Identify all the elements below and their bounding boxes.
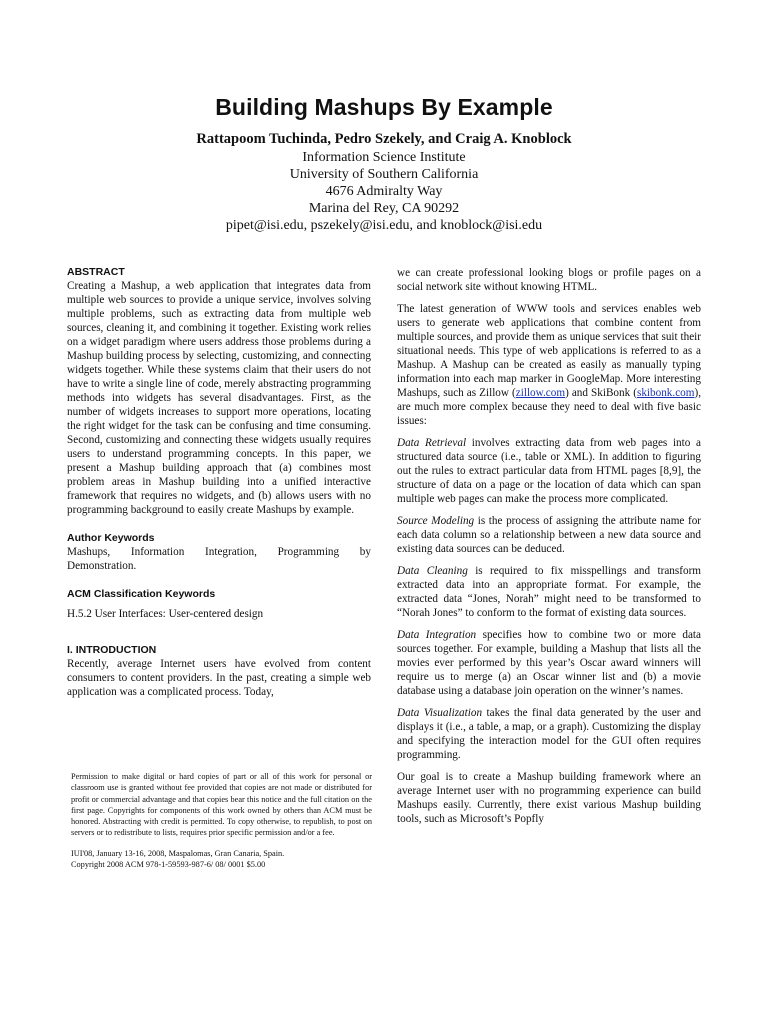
affiliation-city: Marina del Rey, CA 90292 [308, 201, 460, 216]
right-column [397, 266, 701, 826]
data-retrieval-text: involves extracting data from web pages into a structured data source (i.e., table or XML). In addition to figuring out the rules to extract particular data from HTML pages [8,9], the structure of data on a page or the location of data which can span multiple web pages can make the process more complicated. [397, 437, 701, 505]
data-visualization-paragraph [397, 706, 701, 762]
affiliation-emails: pipet@isi.edu, pszekely@isi.edu, and knoblock@isi.edu [225, 218, 543, 233]
source-modeling-text: is the process of assigning the attribute name for each data column so a relationship between a new data source and existing data sources can be deduced. [397, 515, 702, 555]
zillow-link[interactable]: zillow.com [515, 387, 566, 399]
mashup-text-b: ) and SkiBonk ( [565, 387, 637, 399]
acm-text: H.5.2 User Interfaces: User-centered design [67, 608, 264, 620]
source-modeling-paragraph [397, 514, 701, 556]
intro-text: Recently, average Internet users have evolved from content consumers to content providers. In the past, creating a simple web application was a complicated process. Today, [67, 658, 371, 698]
mashup-paragraph [397, 302, 701, 428]
data-retrieval-term: Data Retrieval [397, 437, 467, 449]
permission-block [71, 771, 372, 870]
skibonk-link[interactable]: skibonk.com [636, 387, 695, 399]
intro-heading: I. INTRODUCTION [67, 644, 157, 656]
abstract-text: Creating a Mashup, a web application that integrates data from multiple web sources to provide a unique service, involves solving multiple problems, such as extracting data from multiple web sources, cleaning it, and combining it together. Existing work relies on a widget paradigm where users address those problems during a Mashup building process by selecting, customizing, and connecting widgets together. While these systems claim that their users do not have to write a single line of code, merely abstracting programming methods into widgets has several disadvantages. First, as the number of widgets increases to support more operations, locating the right widget for the task can be confusing and time consuming. Second, customizing and connecting these widgets usually requires users to understand programming concepts. In this paper, we present a Mashup building approach that (a) combines most problem areas in Mashup building into a unified interactive framework that requires no widgets, and (b) allows users with no programming background to easily create Mashups by example. [67, 280, 371, 516]
conference-info: IUI'08, January 13-16, 2008, Maspalomas, Gran Canaria, Spain. [71, 848, 285, 858]
paper-title: Building Mashups By Example [215, 94, 553, 120]
affiliation-university: University of Southern California [289, 167, 479, 182]
abstract-heading: ABSTRACT [67, 266, 125, 278]
mashup-text-c: ), are much more complex because they need to deal with five basic issues: [397, 387, 701, 427]
left-column [67, 265, 371, 699]
data-integration-paragraph [397, 628, 701, 698]
author-keywords-heading: Author Keywords [67, 532, 155, 544]
affiliation-street: 4676 Admiralty Way [325, 184, 443, 199]
mashup-text-a: The latest generation of WWW tools and services enables web users to generate web applications that combine content from multiple sources, and provide them as unique services that suit their situational needs. This type of web applications is referred to as a Mashup. A Mashup can be created as easily as manually typing information into each map marker in GoogleMap. More interesting Mashups, such as Zillow ( [397, 303, 701, 399]
intro-continued: we can create professional looking blogs or profile pages on a social network site without knowing HTML. [397, 267, 701, 293]
source-modeling-term: Source Modeling [397, 515, 475, 527]
acm-heading: ACM Classification Keywords [67, 588, 216, 600]
affiliation-institute: Information Science Institute [302, 150, 466, 165]
data-cleaning-text: is required to fix misspellings and transform extracted data into an appropriate format. For example, the extracted data “Jones, Norah” might need to be transformed to “Norah Jones” to conform to the format of existing data sources. [397, 565, 701, 619]
copyright-info: Copyright 2008 ACM 978-1-59593-987-6/ 08/ 0001 $5.00 [71, 860, 266, 870]
data-cleaning-paragraph [397, 564, 701, 620]
author-keywords-text: Mashups, Information Integration, Programming by Demonstration. [67, 546, 371, 572]
paper-authors: Rattapoom Tuchinda, Pedro Szekely, and Craig A. Knoblock [196, 131, 572, 147]
data-integration-text: specifies how to combine two or more data sources together. For example, building a Mashup that lists all the movies ever performed by this year’s Oscar award winners will require us to merge (a) an Oscar winner list and (b) a movie database using a database join operation on the winner’s names. [397, 629, 701, 697]
data-visualization-term: Data Visualization [397, 707, 483, 719]
data-integration-term: Data Integration [397, 629, 477, 641]
permission-text: Permission to make digital or hard copies of part or all of this work for personal or classroom use is granted without fee provided that copies are not made or distributed for profit or commercial advantage and that copies bear this notice and the full citation on the first page. Copyrights for components of this work owned by others than ACM must be honored. Abstracting with credit is permitted. To copy otherwise, to republish, to post on servers or to redistribute to lists, requires prior specific permission and/or a fee. [71, 772, 372, 838]
data-visualization-text: takes the final data generated by the user and displays it (i.e., a table, a map, or a graph). Customizing the display and specifying the interaction model for the GUI often requires programming. [397, 707, 701, 761]
data-cleaning-term: Data Cleaning [397, 565, 468, 577]
goal-paragraph: Our goal is to create a Mashup building framework where an average Internet user with no programming experience can build Mashups easily. Currently, there exist various Mashup building tools, such as Microsoft’s Popfly [397, 771, 701, 825]
data-retrieval-paragraph [397, 436, 701, 506]
